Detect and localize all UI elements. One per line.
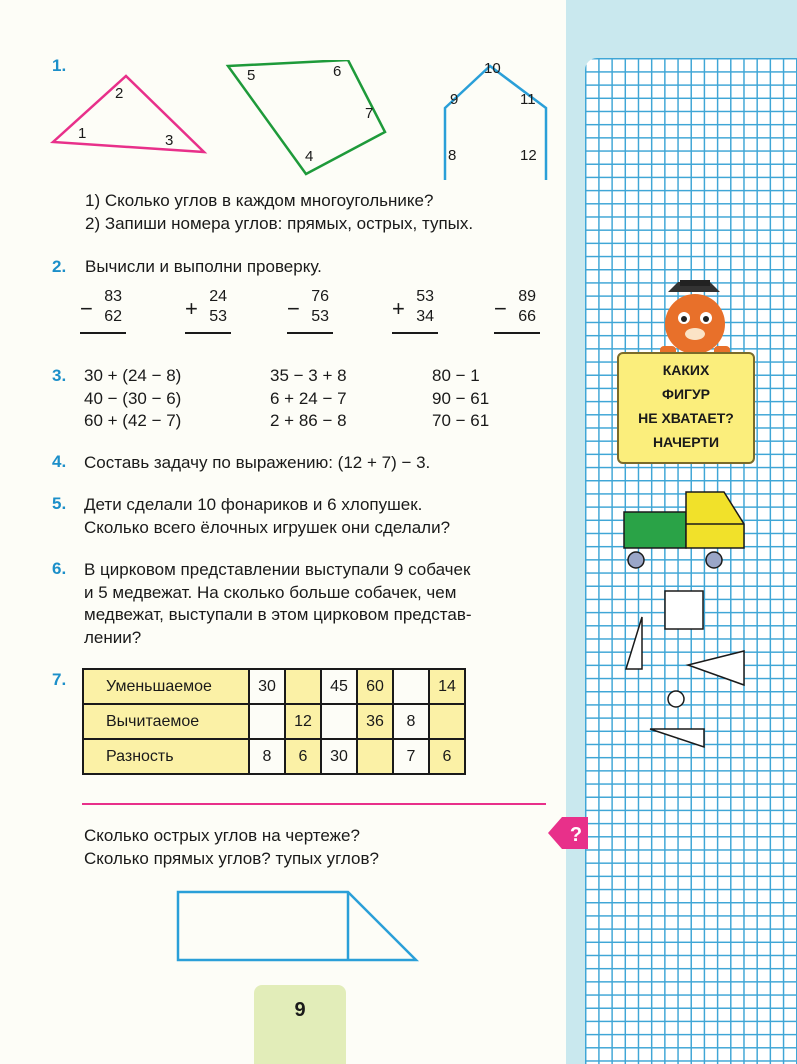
op-underline — [185, 332, 231, 334]
op-first: 24 — [209, 288, 227, 305]
op-second: 62 — [104, 308, 122, 325]
expression: 40 − (30 − 6) — [84, 388, 182, 408]
flat-triangle-shape — [650, 729, 704, 747]
polygons-figure — [40, 60, 560, 180]
square-shape — [665, 591, 703, 629]
expression: 35 − 3 + 8 — [270, 366, 347, 385]
expression: 30 + (24 − 8) — [84, 366, 182, 385]
table-cell: 6 — [429, 739, 465, 774]
op-second: 53 — [311, 308, 329, 325]
trapezoid-drawing — [170, 888, 430, 968]
task-1-question-1: 1) Сколько углов в каждом многоугольнике? — [85, 191, 434, 210]
cat-mascot-icon — [640, 272, 760, 362]
op-second: 66 — [518, 308, 536, 325]
row-label: Вычитаемое — [83, 704, 249, 739]
op-second: 34 — [416, 308, 434, 325]
op-sign: − — [80, 296, 93, 321]
op-underline — [80, 332, 126, 334]
table-cell: 8 — [249, 739, 285, 774]
table-cell: 8 — [393, 704, 429, 739]
row-label: Уменьшаемое — [83, 669, 249, 704]
task-4-number: 4. — [52, 452, 67, 471]
pentagon-angle-12: 12 — [520, 147, 537, 164]
page-number: 9 — [254, 985, 346, 1064]
quad-angle-4: 4 — [305, 148, 314, 165]
op-sign: − — [287, 296, 300, 321]
op-first: 89 — [518, 288, 536, 305]
task-3-column-1 — [84, 365, 181, 433]
table-cell: 45 — [321, 669, 357, 704]
row-label: Разность — [83, 739, 249, 774]
subtraction-table — [82, 668, 466, 775]
section-divider — [82, 803, 546, 805]
quad-angle-6: 6 — [333, 63, 342, 80]
table-cell — [321, 704, 357, 739]
table-cell: 36 — [357, 704, 393, 739]
op-first: 83 — [104, 288, 122, 305]
expression: 90 − 61 — [432, 388, 490, 408]
table-cell — [393, 669, 429, 704]
table-cell — [249, 704, 285, 739]
note-line: КАКИХ — [662, 362, 710, 378]
bottom-question — [84, 825, 379, 870]
task-5-text — [84, 494, 450, 539]
text-line: Сколько острых углов на чертеже? — [84, 826, 360, 845]
text-line: лении? — [84, 627, 142, 647]
expression: 2 + 86 − 8 — [270, 411, 347, 430]
op-first: 53 — [416, 288, 434, 305]
task-3-column-3 — [432, 365, 489, 433]
pentagon-angle-9: 9 — [450, 91, 459, 108]
op-underline — [392, 332, 438, 334]
triangle-angle-1: 1 — [78, 125, 87, 142]
circle-shape — [668, 691, 684, 707]
table-cell — [357, 739, 393, 774]
note-line: ФИГУР — [662, 386, 710, 402]
op-sign: − — [494, 296, 507, 321]
loose-shapes — [620, 585, 760, 755]
task-6-number: 6. — [52, 559, 67, 578]
op-first: 76 — [311, 288, 329, 305]
table-row — [83, 704, 465, 739]
op-underline — [494, 332, 540, 334]
task-7-number: 7. — [52, 670, 67, 689]
table-cell: 6 — [285, 739, 321, 774]
task-6-text — [84, 559, 472, 649]
question-badge-icon — [548, 815, 590, 851]
task-4-text: Составь задачу по выражению: (12 + 7) − 3. — [84, 453, 431, 472]
op-sign: + — [392, 296, 405, 321]
pentagon-angle-11: 11 — [520, 91, 536, 108]
expression: 6 + 24 − 7 — [270, 388, 347, 408]
right-triangle-shape — [688, 651, 744, 685]
task-3-number: 3. — [52, 366, 67, 385]
expression: 70 − 61 — [432, 411, 490, 430]
table-row — [83, 739, 465, 774]
table-cell: 60 — [357, 669, 393, 704]
expression: 80 − 1 — [432, 366, 480, 385]
op-underline — [287, 332, 333, 334]
task-1-question-2: 2) Запиши номера углов: прямых, острых, тупых. — [85, 214, 474, 233]
text-line: Сколько всего ёлочных игрушек они сделали? — [84, 517, 451, 537]
task-2-number: 2. — [52, 257, 67, 276]
pentagon-angle-10: 10 — [484, 60, 501, 77]
table-row — [83, 669, 465, 704]
truck-figure — [620, 488, 750, 573]
table-cell: 30 — [249, 669, 285, 704]
task-3-column-2 — [270, 365, 347, 433]
op-sign: + — [185, 296, 198, 321]
table-cell — [429, 704, 465, 739]
table-cell: 7 — [393, 739, 429, 774]
task-2-text: Вычисли и выполни проверку. — [85, 257, 322, 276]
note-line: НАЧЕРТИ — [652, 434, 720, 450]
thin-triangle-shape — [626, 617, 642, 669]
quad-angle-5: 5 — [247, 67, 256, 84]
task-5-number: 5. — [52, 494, 67, 513]
text-line: В цирковом представлении выступали 9 собачек — [84, 560, 471, 579]
text-line: и 5 медвежат. На сколько больше собачек, чем — [84, 582, 457, 602]
quad-angle-7: 7 — [365, 105, 374, 122]
table-cell: 30 — [321, 739, 357, 774]
table-cell: 12 — [285, 704, 321, 739]
sidebar-note — [617, 352, 755, 464]
expression: 60 + (42 − 7) — [84, 411, 182, 430]
op-second: 53 — [209, 308, 227, 325]
table-cell: 14 — [429, 669, 465, 704]
task-1-number: 1. — [52, 56, 67, 75]
text-line: Сколько прямых углов? тупых углов? — [84, 848, 379, 868]
triangle-shape — [53, 76, 204, 152]
badge-mark: ? — [569, 824, 583, 846]
text-line: медвежат, выступали в этом цирковом представ- — [84, 605, 472, 624]
note-line: НЕ ХВАТАЕТ? — [638, 410, 734, 426]
triangle-angle-2: 2 — [115, 85, 124, 102]
triangle-angle-3: 3 — [165, 132, 174, 149]
pentagon-angle-8: 8 — [448, 147, 457, 164]
text-line: Дети сделали 10 фонариков и 6 хлопушек. — [84, 495, 423, 514]
table-cell — [285, 669, 321, 704]
